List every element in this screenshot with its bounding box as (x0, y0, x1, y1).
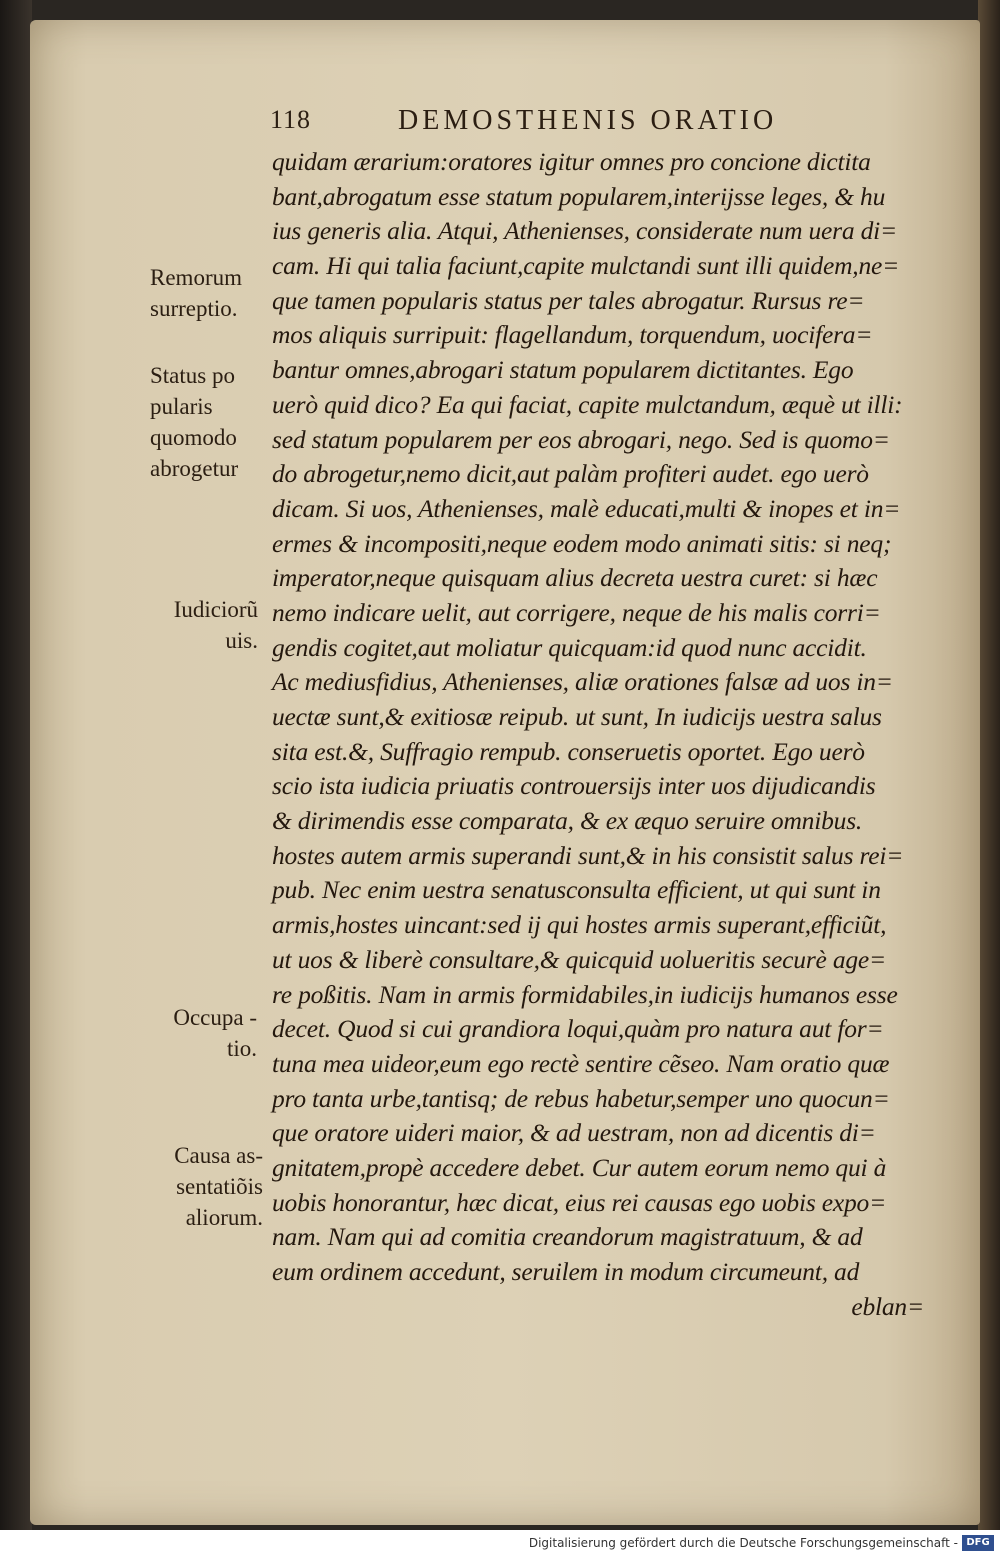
margin-note-line: surreptio. (150, 296, 238, 321)
page-header (270, 105, 870, 141)
text-line: bantur omnes,abrogari statum popularem dictitantes. Ego (272, 355, 854, 385)
text-line: pub. Nec enim uestra senatusconsulta efficient, ut qui sunt in (272, 875, 881, 905)
text-line: nam. Nam qui ad comitia creandorum magistratuum, & ad (272, 1222, 863, 1252)
text-line: sita est.&, Suffragio rempub. conseruetis oportet. Ego uerò (272, 736, 865, 766)
text-line: tuna mea uideor,eum ego rectè sentire cẽseo. Nam oratio quæ (272, 1048, 890, 1078)
margin-note-line: uis. (225, 628, 258, 653)
text-line: decet. Quod si cui grandiora loqui,quàm pro natura aut for= (272, 1014, 884, 1044)
book-spine (0, 0, 32, 1558)
margin-note-line: Iudiciorũ (173, 597, 258, 622)
margin-note-line: quomodo (150, 425, 237, 450)
book-edge (978, 0, 1000, 1530)
text-line: nemo indicare uelit, aut corrigere, neque de his malis corri= (272, 597, 881, 627)
text-line: Ac mediusfidius, Athenienses, aliæ orationes falsæ ad uos in= (272, 667, 893, 697)
text-line: eum ordinem accedunt, seruilem in modum circumeunt, ad (272, 1257, 860, 1286)
margin-note-line: Remorum (150, 265, 242, 290)
text-line: uectæ sunt,& exitiosæ reipub. ut sunt, In iudicijs uestra salus (272, 702, 882, 731)
text-line: gendis cogitet,aut moliatur quicquam:id quod nunc accidit. (272, 632, 867, 662)
text-line: imperator,neque quisquam alius decreta uestra curet: si hæc (272, 563, 878, 593)
margin-note-iudiciorum (150, 594, 258, 656)
text-line: uerò quid dico? Ea qui faciat, capite mulctandum, æquè ut illi: (272, 389, 903, 419)
text-line: scio ista iudicia priuatis controuersijs inter uos dijudicandis (272, 771, 876, 801)
margin-note-remorum (150, 262, 242, 324)
text-line: dicam. Si uos, Athenienses, malè educati,multi & inopes et in= (272, 493, 901, 523)
margin-note-line: tio. (226, 1036, 257, 1061)
text-line: que oratore uideri maior, & ad uestram, non ad dicentis di= (272, 1118, 876, 1148)
text-line: ut uos & liberè consultare,& quicquid uolueritis securè age= (272, 944, 887, 974)
text-line: hostes autem armis superandi sunt,& in his consistit salus rei= (272, 840, 904, 870)
text-line: que tamen popularis status per tales abrogatur. Rursus re= (272, 285, 865, 315)
footer-bar (0, 1530, 1000, 1558)
text-line: ius generis alia. Atqui, Athenienses, considerate num uera di= (272, 216, 898, 246)
text-line: ermes & incompositi,neque eodem modo animati sitis: si neq; (272, 528, 892, 558)
margin-note-line: Causa as- (174, 1143, 263, 1168)
text-line: quidam ærarium:oratores igitur omnes pro concione dictita (272, 147, 871, 176)
text-line: re poßitis. Nam in armis formidabiles,in iudicijs humanos esse (272, 979, 898, 1009)
margin-note-line: aliorum. (185, 1205, 263, 1230)
catchword: eblan= (851, 1291, 924, 1321)
page-number: 118 (270, 105, 312, 134)
body-text (272, 145, 944, 1324)
text-line: cam. Hi qui talia faciunt,capite mulctandi sunt illi quidem,ne= (272, 251, 900, 281)
dfg-logo: DFG (962, 1535, 994, 1551)
margin-note-line: Status po (150, 363, 235, 388)
text-line: sed statum popularem per eos abrogari, nego. Sed is quomo= (272, 424, 890, 454)
text-line: & dirimendis esse comparata, & ex æquo seruire omnibus. (272, 806, 863, 836)
funding-notice: Digitalisierung gefördert durch die Deutsche Forschungsgemeinschaft - (528, 1536, 958, 1550)
text-line: armis,hostes uincant:sed ij qui hostes armis superant,efficiũt, (272, 910, 887, 940)
text-line: bant,abrogatum esse statum popularem,interijsse leges, & hu (272, 181, 886, 211)
margin-note-line: sentatiõis (176, 1174, 263, 1199)
text-line: pro tanta urbe,tantisq; de rebus habetur,semper uno quocun= (272, 1083, 890, 1113)
text-line: do abrogetur,nemo dicit,aut palàm profiteri audet. ego uerò (272, 459, 869, 489)
margin-note-status (150, 360, 238, 484)
text-line: gnitatem,propè accedere debet. Cur autem eorum nemo qui à (272, 1152, 887, 1182)
margin-note-line: abrogetur (150, 456, 239, 481)
running-head: DEMOSTHENIS ORATIO (398, 105, 778, 136)
text-line: uobis honorantur, hæc dicat, eius rei causas ego uobis expo= (272, 1187, 887, 1217)
text-line: mos aliquis surripuit: flagellandum, torquendum, uocifera= (272, 320, 873, 350)
margin-note-causa (145, 1140, 263, 1233)
margin-note-line: Occupa - (173, 1005, 257, 1030)
margin-note-line: pularis (150, 394, 213, 419)
margin-note-occupatio (145, 1002, 257, 1064)
